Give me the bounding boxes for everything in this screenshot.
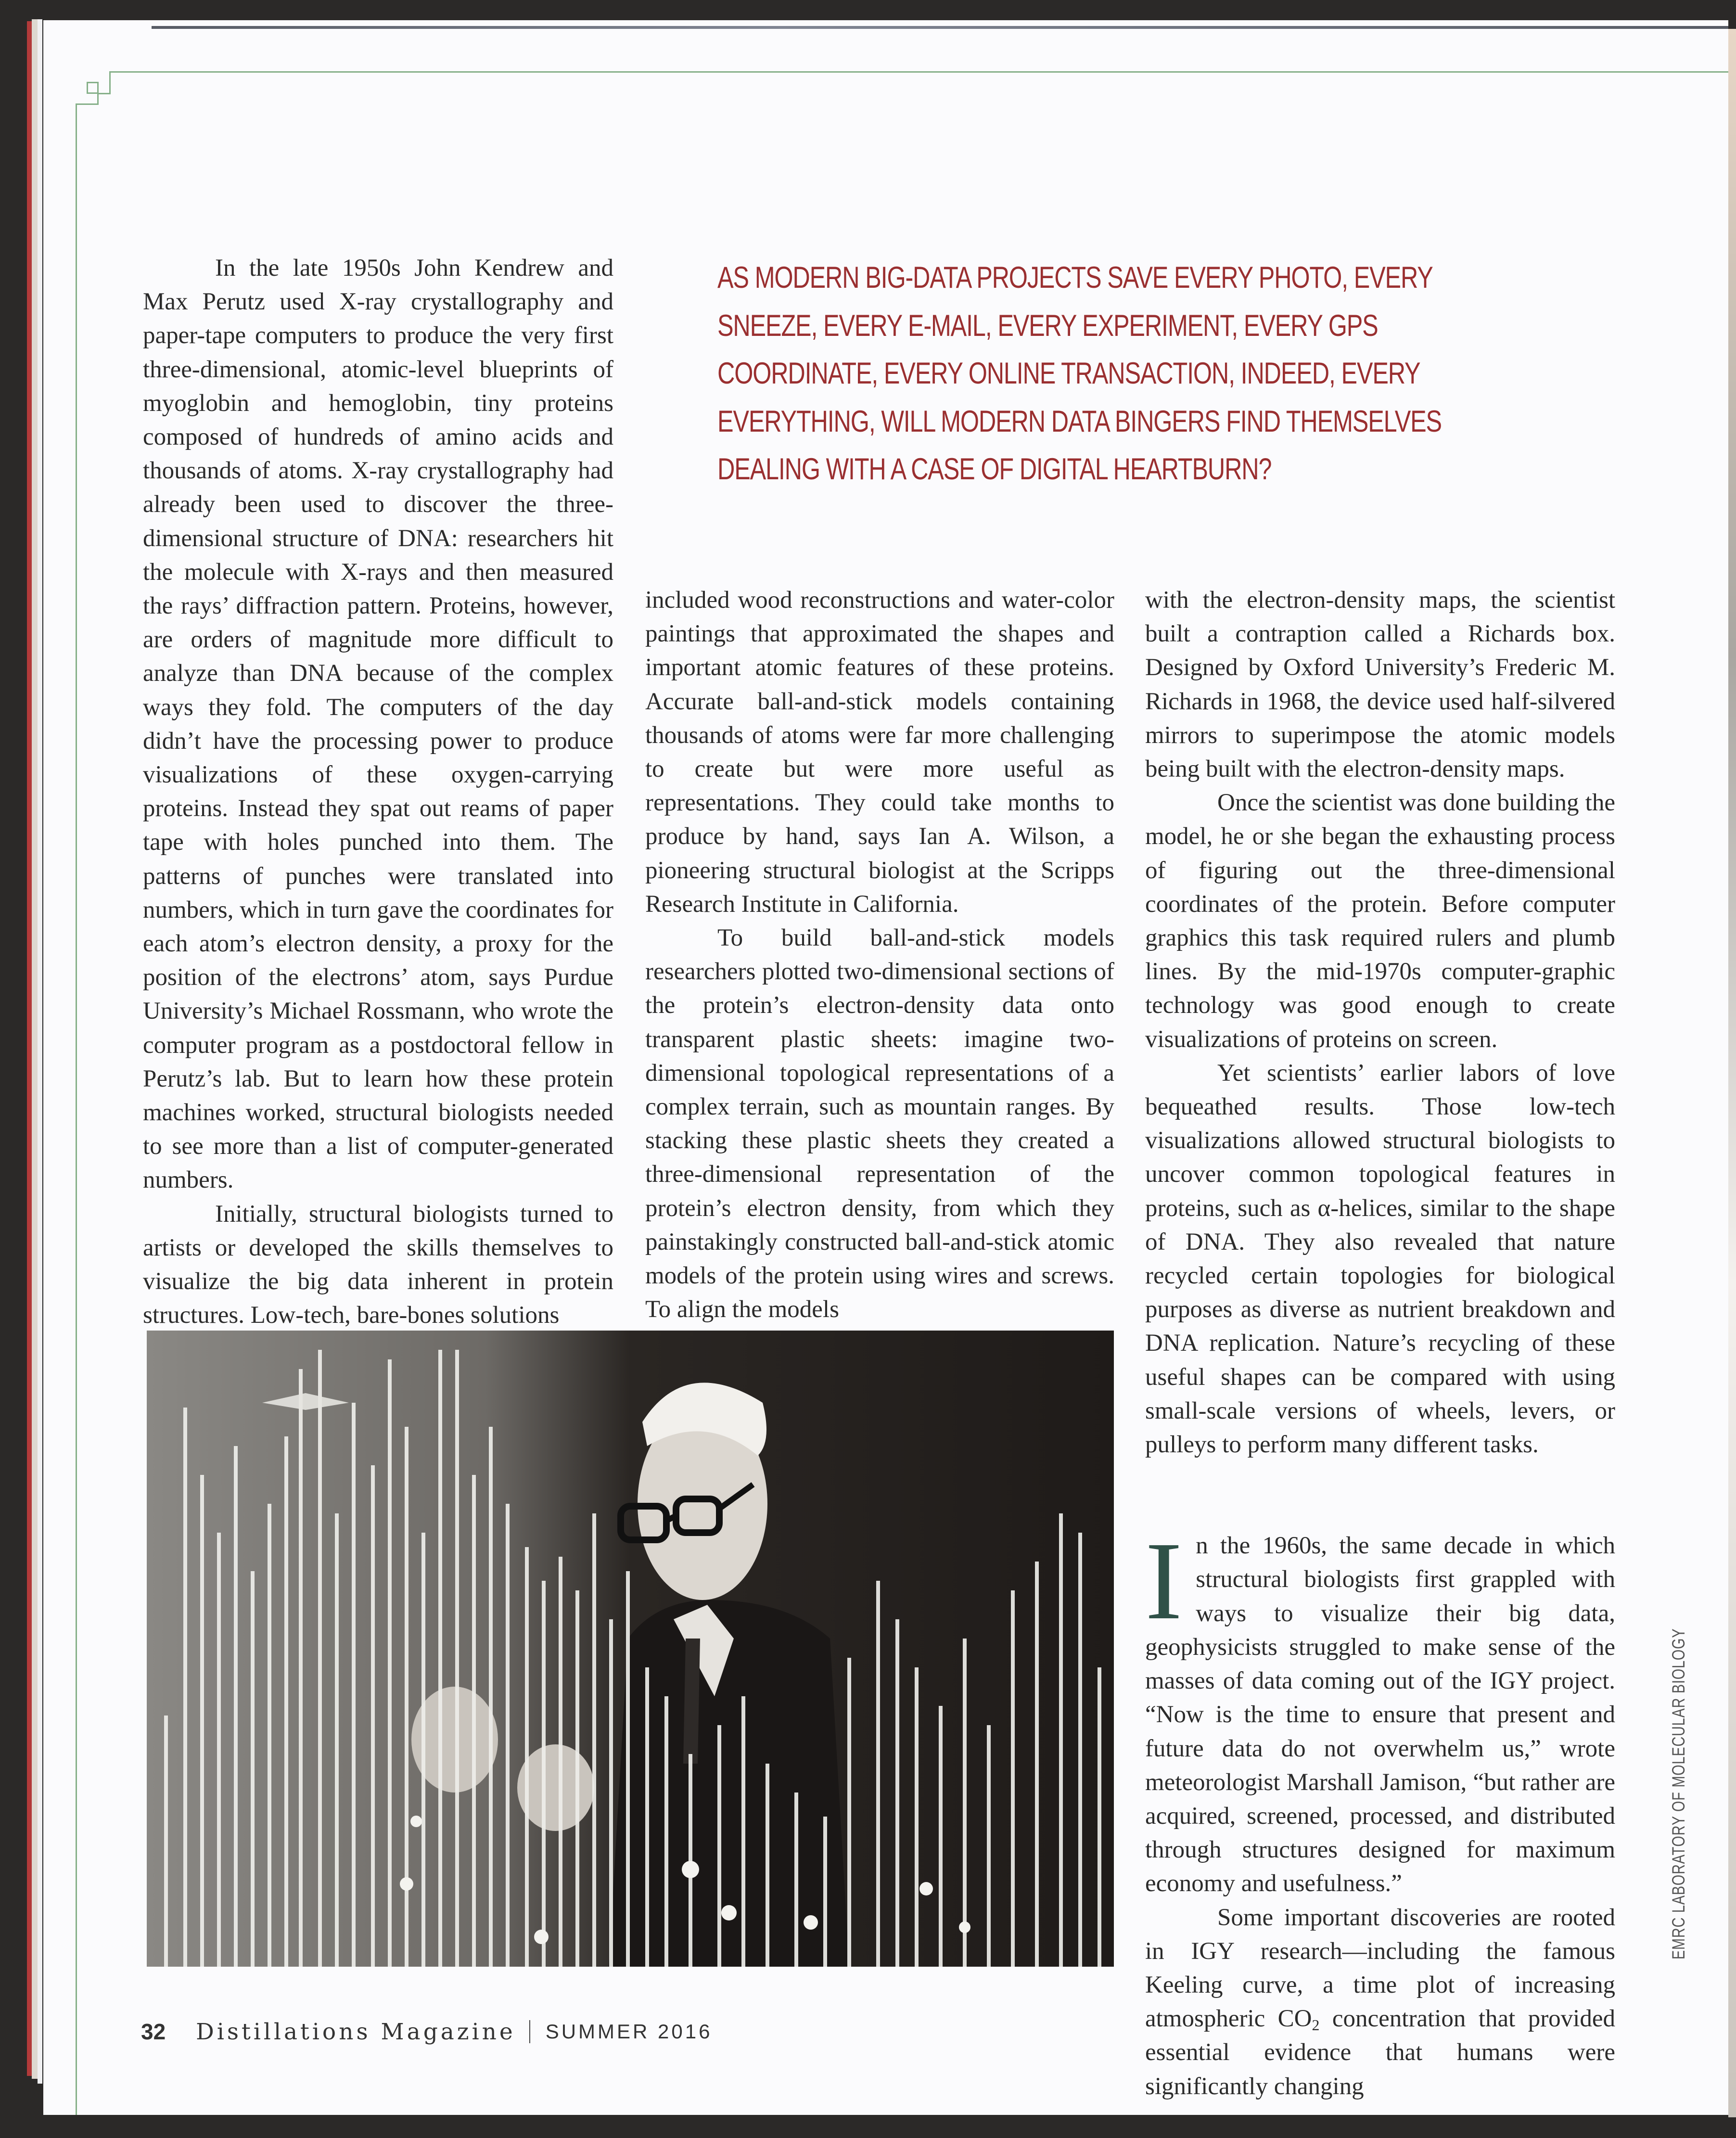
paragraph-text: concentration that provided essential evidence that humans were significantly changing (1145, 2005, 1615, 2100)
ornament-step (76, 103, 99, 105)
photo-illustration (147, 1331, 1114, 1967)
paragraph: included wood reconstructions and water-color paintings that approximated the shapes and important atomic features of these proteins. Accurate ball-and-stick models containing thousands of atoms were far more challenging to create but were more useful as representations. They could take months to produce by hand, says Ian A. Wilson, a pioneering structural biologist at the Scripps Research Institute in California. (645, 587, 1114, 918)
paragraph: In the late 1950s John Kendrew and Max Perutz used X-ray crystallography and paper-tape computers to produce the very first three-dimensional, atomic-level blueprints of myoglobin and hemoglobin, tiny proteins composed of hundreds of amino acids and thousands of atoms. X-ray crystallography had already been used to discover the three-dimensional structure of DNA: researchers hit the molecule with X-rays and then measured the rays’ diffraction pattern. Proteins, however, are orders of magnitude more difficult to analyze than DNA because of the complex ways they fold. The computers of the day didn’t have the processing power to produce visualizations of these oxygen-carrying proteins. Instead they spat out reams of paper tape with holes punched into them. The patterns of punches were translated into numbers, which in turn gave the coordinates for each atom’s electron density, a proxy for the position of the electrons’ atom, says Purdue University’s Michael Rossmann, who wrote the computer program as a postdoctoral fellow in Perutz’s lab. But to learn how these protein machines worked, structural biologists needed to see more than a list of computer-generated numbers. (143, 255, 613, 1194)
article-column-2 (645, 583, 1114, 1326)
subscript: 2 (1312, 2016, 1320, 2034)
paragraph: with the electron-density maps, the scientist built a contraption called a Richards box. Designed by Oxford University’s Frederic M. Richards in 1968, the device used half-silvered mirrors to superimpose the atomic models being built with the electron-density maps. (1145, 587, 1615, 783)
pull-quote-line: DEALING WITH A CASE OF DIGITAL HEARTBURN? (717, 452, 1272, 486)
article-column-3 (1145, 583, 1615, 2103)
paragraph: Once the scientist was done building the model, he or she began the exhausting process of figuring out the three-dimensional coordinates of the protein. Before computer graphics this task required rulers and plumb lines. By the mid-1970s computer-graphic technology was good enough to create visualizations of proteins on screen. (1145, 789, 1615, 1053)
pull-quote-line: SNEEZE, EVERY E-MAIL, EVERY EXPERIMENT, EVERY GPS (717, 308, 1378, 343)
pull-quote-line: COORDINATE, EVERY ONLINE TRANSACTION, INDEED, EVERY (717, 357, 1420, 390)
article-column-1 (143, 251, 613, 1332)
ornament-step (98, 93, 111, 94)
section-break (1145, 1461, 1615, 1529)
drop-cap: I (1145, 1519, 1183, 1643)
publication-name: Distillations Magazine (196, 2018, 516, 2045)
paragraph: Initially, structural biologists turned to artists or developed the skills themselves to visualize the big data inherent in protein structures. Low-tech, bare-bones solutions (143, 1200, 613, 1329)
paragraph: Yet scientists’ earlier labors of love bequeathed results. Those low-tech visualizations allowed structural biologists to uncover common topological features in proteins, such as α-helices, similar to the shape of DNA. They also revealed that nature recycled certain topologies for biological purposes as diverse as nutrient breakdown and DNA replication. Nature’s recycling of these useful shapes can be compared with using small-scale versions of wheels, levers, or pulleys to perform many different tasks. (1145, 1059, 1615, 1459)
pull-quote (717, 254, 1564, 494)
ornament-step (109, 71, 111, 94)
page-edge (32, 19, 38, 2079)
pull-quote-line: AS MODERN BIG-DATA PROJECTS SAVE EVERY PHOTO, EVERY (717, 261, 1433, 294)
pull-quote-line: EVERYTHING, WILL MODERN DATA BINGERS FIND THEMSELVES (717, 404, 1442, 438)
paragraph: To build ball-and-stick models researchers plotted two-dimensional sections of the protein’s electron-density data onto transparent plastic sheets: imagine two-dimensional topological representations of a complex terrain, such as mountain ranges. By stacking these plastic sheets they created a three-dimensional representation of the protein’s electron density, from which they painstakingly constructed ball-and-stick atomic models of the protein using wires and screws. To align the models (645, 924, 1114, 1323)
article-photo (147, 1331, 1114, 1967)
ornament-step (97, 93, 99, 105)
ornament-rule-vertical (76, 103, 77, 2115)
page-edge-red (27, 21, 32, 2076)
page-number: 32 (141, 2019, 166, 2044)
photo-credit (1669, 1628, 1689, 1959)
paragraph-text: Some important discoveries are rooted in IGY research—including the famous Keeling curve, a time plot of increasing atmospheric CO (1145, 1904, 1615, 2033)
paragraph-text: n the 1960s, the same decade in which structural biologists first grappled with ways to visualize their big data, geophysicists struggled to make sense of the masses of data coming out of the IGY project. “Now is the time to ensure that present and future data do not overwhelm us,” wrote meteorologist Marshall Jamison, “but rather are acquired, screened, processed, and distributed through structures designed for maximum economy and usefulness.” (1145, 1532, 1615, 1897)
facing-page-edge (1728, 29, 1736, 2117)
footer-divider (529, 2020, 530, 2043)
paragraph-with-dropcap (1145, 1519, 1615, 1900)
ornament-square-icon (87, 82, 99, 94)
facing-page-strip (152, 26, 1728, 29)
page-footer (141, 2017, 712, 2046)
ornament-rule-horizontal (109, 71, 1728, 73)
photo-credit-text: EMRC LABORATORY OF MOLECULAR BIOLOGY (1669, 1628, 1688, 1959)
paragraph (1145, 1901, 1615, 2103)
issue-date: SUMMER 2016 (545, 2020, 713, 2043)
